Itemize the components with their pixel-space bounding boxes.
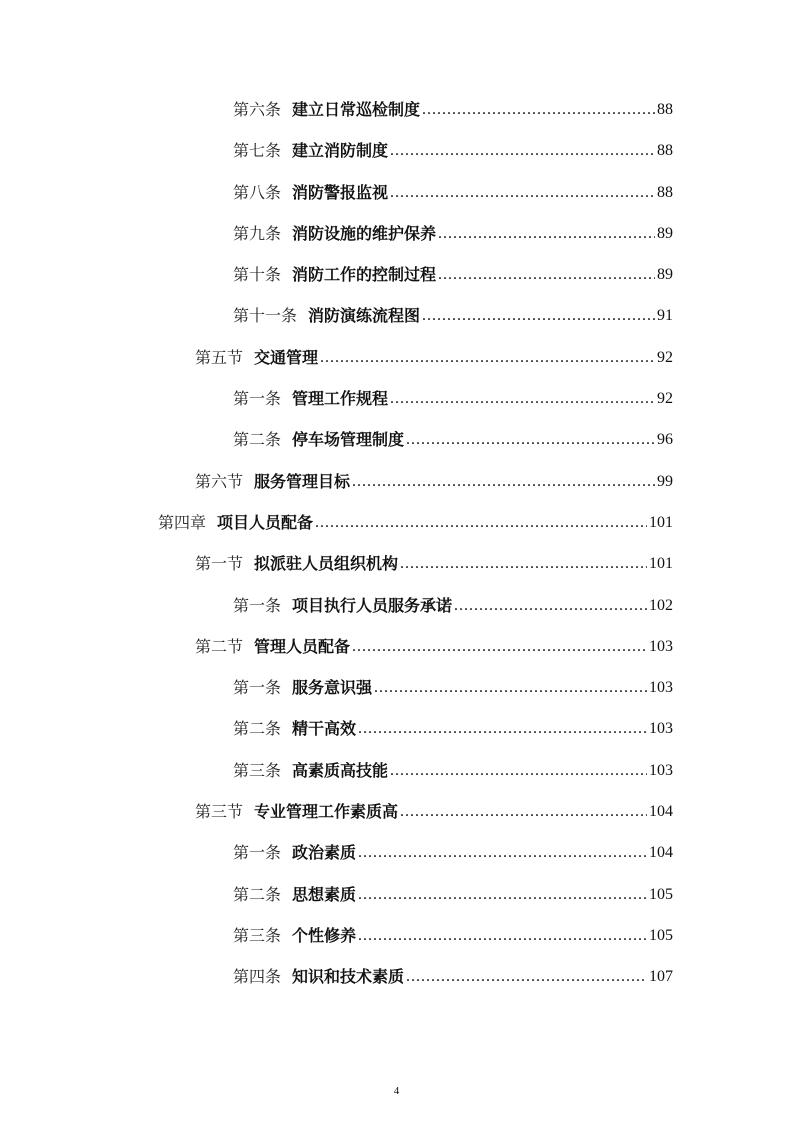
toc-dot-leader <box>406 956 647 997</box>
toc-entry-title: 服务意识强 <box>292 678 373 698</box>
toc-entry-title: 停车场管理制度 <box>292 430 405 450</box>
toc-dot-leader <box>390 378 655 419</box>
toc-entry-title: 消防演练流程图 <box>308 306 421 326</box>
toc-dot-leader <box>422 295 655 336</box>
toc-dot-leader <box>374 667 647 708</box>
toc-entry-page: 89 <box>657 266 673 284</box>
toc-entry-title: 消防设施的维护保养 <box>292 223 437 243</box>
toc-entry-number: 第九条 <box>233 223 282 243</box>
toc-entry-title: 服务管理目标 <box>254 471 351 491</box>
toc-entry-title: 管理工作规程 <box>292 389 389 409</box>
toc-entry-title: 思想素质 <box>292 884 357 904</box>
toc-entry-article[interactable] <box>0 254 793 295</box>
toc-entry-page: 105 <box>649 885 673 903</box>
toc-dot-leader <box>358 708 647 749</box>
toc-dot-leader <box>358 832 647 873</box>
toc-entry-article[interactable] <box>0 667 793 708</box>
toc-entry-article[interactable] <box>0 874 793 915</box>
toc-entry-title: 精干高效 <box>292 719 357 739</box>
toc-dot-leader <box>390 172 655 213</box>
toc-entry-article[interactable] <box>0 378 793 419</box>
toc-entry-article[interactable] <box>0 130 793 171</box>
toc-entry-number: 第四章 <box>158 512 207 532</box>
toc-entry-number: 第一节 <box>195 554 244 574</box>
toc-dot-leader <box>390 750 647 791</box>
toc-entry-title: 项目人员配备 <box>217 512 314 532</box>
toc-entry-page: 99 <box>657 472 673 490</box>
toc-entry-page: 103 <box>649 637 673 655</box>
toc-entry-section[interactable] <box>0 461 793 502</box>
toc-entry-title: 消防工作的控制过程 <box>292 265 437 285</box>
toc-entry-title: 拟派驻人员组织机构 <box>254 554 399 574</box>
toc-entry-title: 管理人员配备 <box>254 636 351 656</box>
toc-dot-leader <box>352 626 647 667</box>
toc-entry-title: 消防警报监视 <box>292 182 389 202</box>
toc-entry-article[interactable] <box>0 708 793 749</box>
toc-entry-page: 101 <box>649 555 673 573</box>
toc-dot-leader <box>320 337 655 378</box>
toc-dot-leader <box>454 585 647 626</box>
toc-entry-article[interactable] <box>0 89 793 130</box>
toc-entry-number: 第三条 <box>233 925 282 945</box>
toc-entry-article[interactable] <box>0 172 793 213</box>
toc-entry-number: 第一条 <box>233 678 282 698</box>
toc-dot-leader <box>406 419 655 460</box>
toc-entry-title: 交通管理 <box>254 347 319 367</box>
toc-entry-page: 88 <box>657 183 673 201</box>
toc-entry-number: 第二节 <box>195 636 244 656</box>
toc-entry-number: 第五节 <box>195 347 244 367</box>
toc-dot-leader <box>358 915 647 956</box>
toc-entry-number: 第六节 <box>195 471 244 491</box>
toc-entry-page: 103 <box>649 720 673 738</box>
toc-entry-page: 89 <box>657 224 673 242</box>
toc-dot-leader <box>400 791 647 832</box>
toc-entry-number: 第二条 <box>233 719 282 739</box>
toc-entry-number: 第三节 <box>195 802 244 822</box>
toc-entry-page: 88 <box>657 142 673 160</box>
toc-entry-page: 91 <box>657 307 673 325</box>
toc-entry-article[interactable] <box>0 832 793 873</box>
toc-entry-number: 第二条 <box>233 884 282 904</box>
toc-entry-section[interactable] <box>0 543 793 584</box>
toc-entry-title: 专业管理工作素质高 <box>254 802 399 822</box>
toc-entry-page: 101 <box>649 513 673 531</box>
toc-dot-leader <box>422 89 655 130</box>
toc-dot-leader <box>390 130 655 171</box>
toc-entry-title: 高素质高技能 <box>292 760 389 780</box>
toc-entry-number: 第三条 <box>233 760 282 780</box>
toc-entry-title: 建立消防制度 <box>292 141 389 161</box>
toc-entry-number: 第八条 <box>233 182 282 202</box>
toc-entry-page: 96 <box>657 431 673 449</box>
toc-entry-article[interactable] <box>0 585 793 626</box>
toc-entry-title: 政治素质 <box>292 843 357 863</box>
toc-entry-page: 92 <box>657 390 673 408</box>
toc-dot-leader <box>438 254 655 295</box>
table-of-contents <box>0 89 793 998</box>
toc-dot-leader <box>352 461 655 502</box>
toc-entry-page: 103 <box>649 761 673 779</box>
toc-entry-page: 102 <box>649 596 673 614</box>
toc-entry-number: 第十一条 <box>233 306 298 326</box>
toc-entry-page: 105 <box>649 926 673 944</box>
toc-entry-number: 第七条 <box>233 141 282 161</box>
toc-entry-page: 92 <box>657 348 673 366</box>
toc-entry-page: 103 <box>649 679 673 697</box>
toc-entry-title: 项目执行人员服务承诺 <box>292 595 453 615</box>
toc-entry-article[interactable] <box>0 213 793 254</box>
toc-entry-page: 88 <box>657 101 673 118</box>
toc-entry-number: 第一条 <box>233 389 282 409</box>
toc-entry-page: 104 <box>649 844 673 862</box>
toc-entry-section[interactable] <box>0 626 793 667</box>
page-number: 4 <box>393 1085 400 1097</box>
toc-dot-leader <box>315 502 647 543</box>
toc-dot-leader <box>438 213 655 254</box>
toc-entry-number: 第一条 <box>233 595 282 615</box>
toc-entry-article[interactable] <box>0 295 793 336</box>
toc-entry-article[interactable] <box>0 419 793 460</box>
toc-entry-chapter[interactable] <box>0 502 793 543</box>
toc-entry-number: 第十条 <box>233 265 282 285</box>
toc-entry-number: 第一条 <box>233 843 282 863</box>
toc-entry-title: 知识和技术素质 <box>292 967 405 987</box>
toc-dot-leader <box>358 874 647 915</box>
toc-entry-section[interactable] <box>0 791 793 832</box>
toc-entry-title: 个性修养 <box>292 925 357 945</box>
toc-entry-article[interactable] <box>0 956 793 997</box>
toc-entry-number: 第二条 <box>233 430 282 450</box>
toc-entry-section[interactable] <box>0 337 793 378</box>
toc-entry-page: 104 <box>649 803 673 821</box>
toc-entry-article[interactable] <box>0 750 793 791</box>
toc-entry-number: 第六条 <box>233 100 282 119</box>
toc-entry-article[interactable] <box>0 915 793 956</box>
toc-dot-leader <box>400 543 647 584</box>
toc-entry-number: 第四条 <box>233 967 282 987</box>
toc-entry-page: 107 <box>649 968 673 986</box>
toc-entry-title: 建立日常巡检制度 <box>292 100 421 119</box>
